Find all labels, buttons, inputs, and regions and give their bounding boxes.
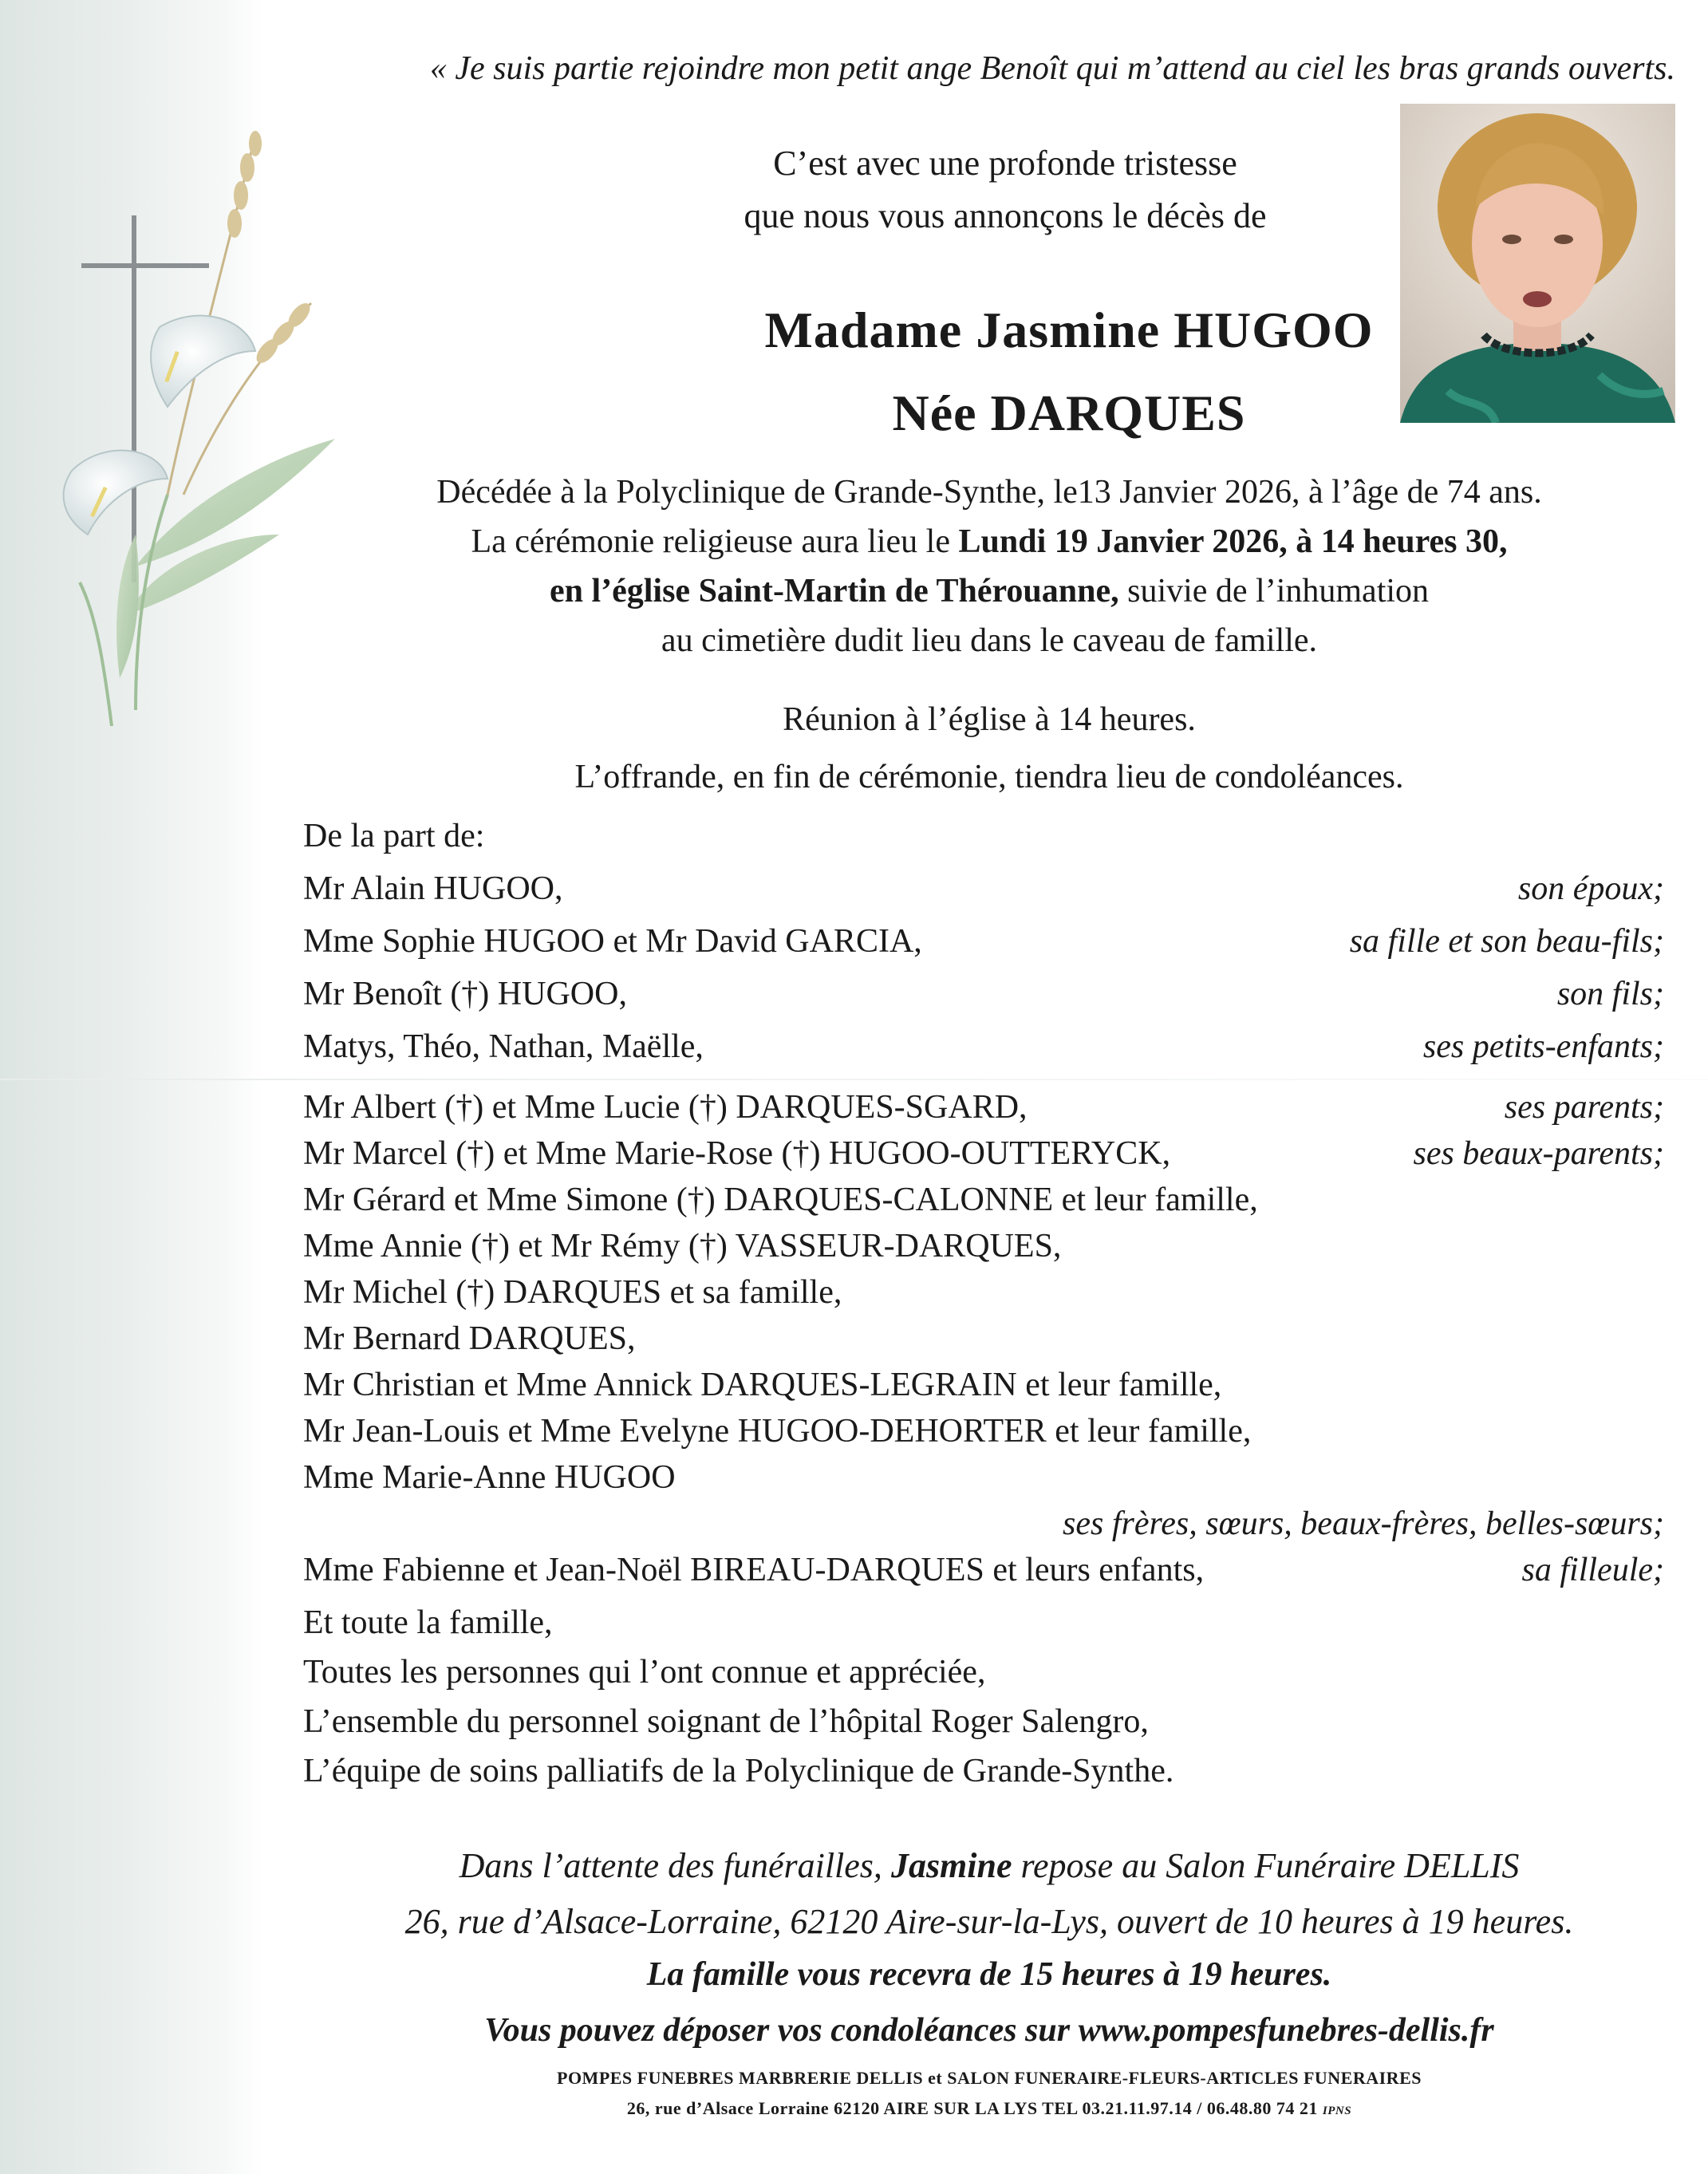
offering-note: L’offrande, en fin de cérémonie, tiendra lieu de condoléances. bbox=[574, 759, 1404, 795]
ceremony-line: La cérémonie religieuse aura lieu le Lundi 19 Janvier 2026, à 14 heures 30, bbox=[471, 523, 1508, 560]
portrait-photo bbox=[1400, 104, 1675, 423]
opening-quote: « Je suis partie rejoindre mon petit ange Benoît qui m’attend au ciel les bras grands ouverts. bbox=[429, 50, 1675, 87]
family-row: Mr Benoît (†) HUGOO, son fils; bbox=[303, 976, 1664, 1012]
family-row: Mr Alain HUGOO, son époux; bbox=[303, 870, 1664, 907]
meeting-info bbox=[303, 691, 1675, 806]
family-row: Mr Albert (†) et Mme Lucie (†) DARQUES-SGARD, ses parents; bbox=[303, 1089, 1664, 1126]
family-list bbox=[303, 817, 1664, 1801]
first-name: Jasmine bbox=[890, 1846, 1012, 1885]
family-row: L’équipe de soins palliatifs de la Polyclinique de Grande-Synthe. bbox=[303, 1753, 1174, 1789]
death-line: Décédée à la Polyclinique de Grande-Synthe, le13 Janvier 2026, à l’âge de 74 ans. bbox=[436, 474, 1542, 511]
family-row: Mr Gérard et Mme Simone (†) DARQUES-CALONNE et leur famille, bbox=[303, 1182, 1258, 1218]
family-row: Mme Fabienne et Jean-Noël BIREAU-DARQUES et leurs enfants, sa filleule; bbox=[303, 1552, 1664, 1588]
funeral-home-info bbox=[303, 1838, 1675, 1950]
family-row: Mr Michel (†) DARQUES et sa famille, bbox=[303, 1274, 842, 1311]
family-row: Et toute la famille, bbox=[303, 1604, 553, 1641]
meeting-time: Réunion à l’église à 14 heures. bbox=[783, 701, 1196, 738]
ceremony-date: Lundi 19 Janvier 2026, à 14 heures 30, bbox=[958, 523, 1508, 560]
deceased-name: Madame Jasmine HUGOO bbox=[764, 302, 1374, 358]
intro-line: C’est avec une profonde tristesse bbox=[773, 144, 1237, 183]
ceremony-details bbox=[303, 468, 1675, 665]
family-row: Mme Sophie HUGOO et Mr David GARCIA, sa fille et son beau-fils; bbox=[303, 923, 1664, 960]
reception-info bbox=[303, 1947, 1675, 2058]
ipns-tag: IPNS bbox=[1322, 2105, 1352, 2117]
announcement-intro bbox=[606, 137, 1404, 243]
family-row: Mme Marie-Anne HUGOO bbox=[303, 1459, 676, 1496]
company-address: 26, rue d’Alsace Lorraine 62120 AIRE SUR LA LYS TEL 03.21.11.97.14 / 06.48.80 74 21 IPNS bbox=[626, 2098, 1352, 2118]
church-line: en l’église Saint-Martin de Thérouanne, suivie de l’inhumation bbox=[549, 573, 1430, 610]
intro-line: que nous vous annonçons le décès de bbox=[744, 196, 1267, 235]
family-row: L’ensemble du personnel soignant de l’hôpital Roger Salengro, bbox=[303, 1703, 1149, 1740]
family-row: Mr Marcel (†) et Mme Marie-Rose (†) HUGOO-OUTTERYCK, ses beaux-parents; bbox=[303, 1135, 1664, 1172]
company-name: POMPES FUNEBRES MARBRERIE DELLIS et SALON FUNERAIRE-FLEURS-ARTICLES FUNERAIRES bbox=[557, 2068, 1422, 2088]
resting-line: Dans l’attente des funérailles, Jasmine repose au Salon Funéraire DELLIS bbox=[459, 1846, 1520, 1885]
siblings-relation: ses frères, sœurs, beaux-frères, belles-sœurs; bbox=[1063, 1505, 1664, 1542]
address-line: 26, rue d’Alsace-Lorraine, 62120 Aire-sur-la-Lys, ouvert de 10 heures à 19 heures. bbox=[404, 1902, 1574, 1941]
condolences-website: Vous pouvez déposer vos condoléances sur www.pompesfunebres-dellis.fr bbox=[484, 2012, 1494, 2049]
family-row: Mr Bernard DARQUES, bbox=[303, 1320, 636, 1357]
company-footer bbox=[303, 2063, 1675, 2126]
family-row: Toutes les personnes qui l’ont connue et appréciée, bbox=[303, 1654, 986, 1691]
church-name: en l’église Saint-Martin de Thérouanne, bbox=[549, 573, 1119, 610]
family-heading: De la part de: bbox=[303, 818, 485, 854]
deceased-maiden-name: Née DARQUES bbox=[892, 385, 1246, 441]
family-row: Mr Christian et Mme Annick DARQUES-LEGRAIN et leur famille, bbox=[303, 1367, 1222, 1403]
family-row: Mr Jean-Louis et Mme Evelyne HUGOO-DEHORTER et leur famille, bbox=[303, 1413, 1252, 1450]
burial-line: au cimetière dudit lieu dans le caveau de famille. bbox=[661, 622, 1318, 659]
family-row: Mme Annie (†) et Mr Rémy (†) VASSEUR-DARQUES, bbox=[303, 1228, 1062, 1265]
reception-hours: La famille vous recevra de 15 heures à 19 heures. bbox=[646, 1956, 1332, 1993]
family-row: Matys, Théo, Nathan, Maëlle, ses petits-enfants; bbox=[303, 1028, 1664, 1065]
cross-and-lily-illustration bbox=[16, 120, 351, 742]
